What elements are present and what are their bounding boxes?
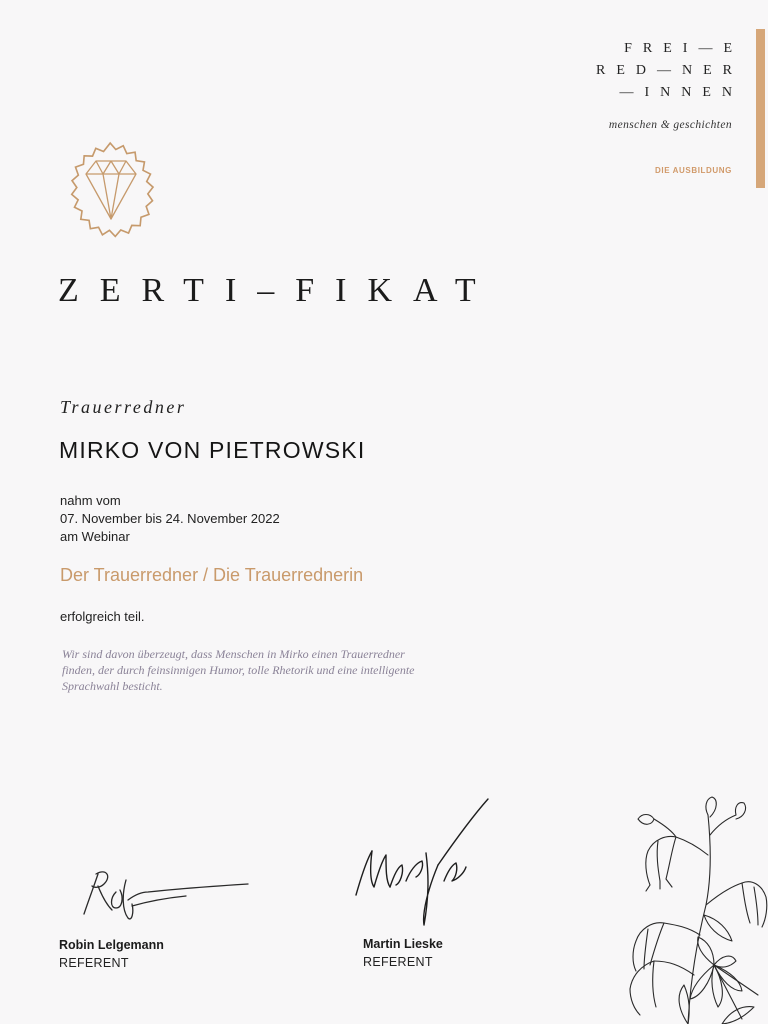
participation-dates: 07. November bis 24. November 2022 [60,511,280,526]
diamond-seal-icon [52,131,170,249]
recipient-name: MIRKO VON PIETROWSKI [59,437,366,463]
logo-line-3: —INNEN [619,85,743,100]
logo-tagline: menschen & geschichten [608,119,732,131]
signatory-2-name: Martin Lieske [363,937,443,951]
logo-line-1: FREI—E [624,41,743,56]
recommendation-quote: Wir sind davon überzeugt, dass Menschen in Mirko einen Trauerredner finden, der durch feinsinnigen Humor, tolle Rhetorik und eine intelligente Sprachwahl besticht. [62,647,415,693]
certificate-title: ZERTI–FIKAT [58,272,497,309]
recipient-role: Trauerredner [60,397,187,417]
signatory-1-role: REFERENT [59,956,129,970]
participation-format: am Webinar [60,529,130,544]
program-label: DIE AUSBILDUNG [655,166,732,175]
signature-robin-lelgemann [76,862,256,932]
accent-bar [756,29,765,188]
signatory-2-role: REFERENT [363,955,433,969]
participation-line-1: nahm vom [60,493,121,508]
signature-martin-lieske [348,795,498,935]
signatory-1-name: Robin Lelgemann [59,938,164,952]
course-title: Der Trauerredner / Die Trauerrednerin [60,565,364,585]
logo-line-2: RED—NER [596,63,743,78]
botanical-illustration [618,795,768,1024]
completion-text: erfolgreich teil. [60,609,145,624]
